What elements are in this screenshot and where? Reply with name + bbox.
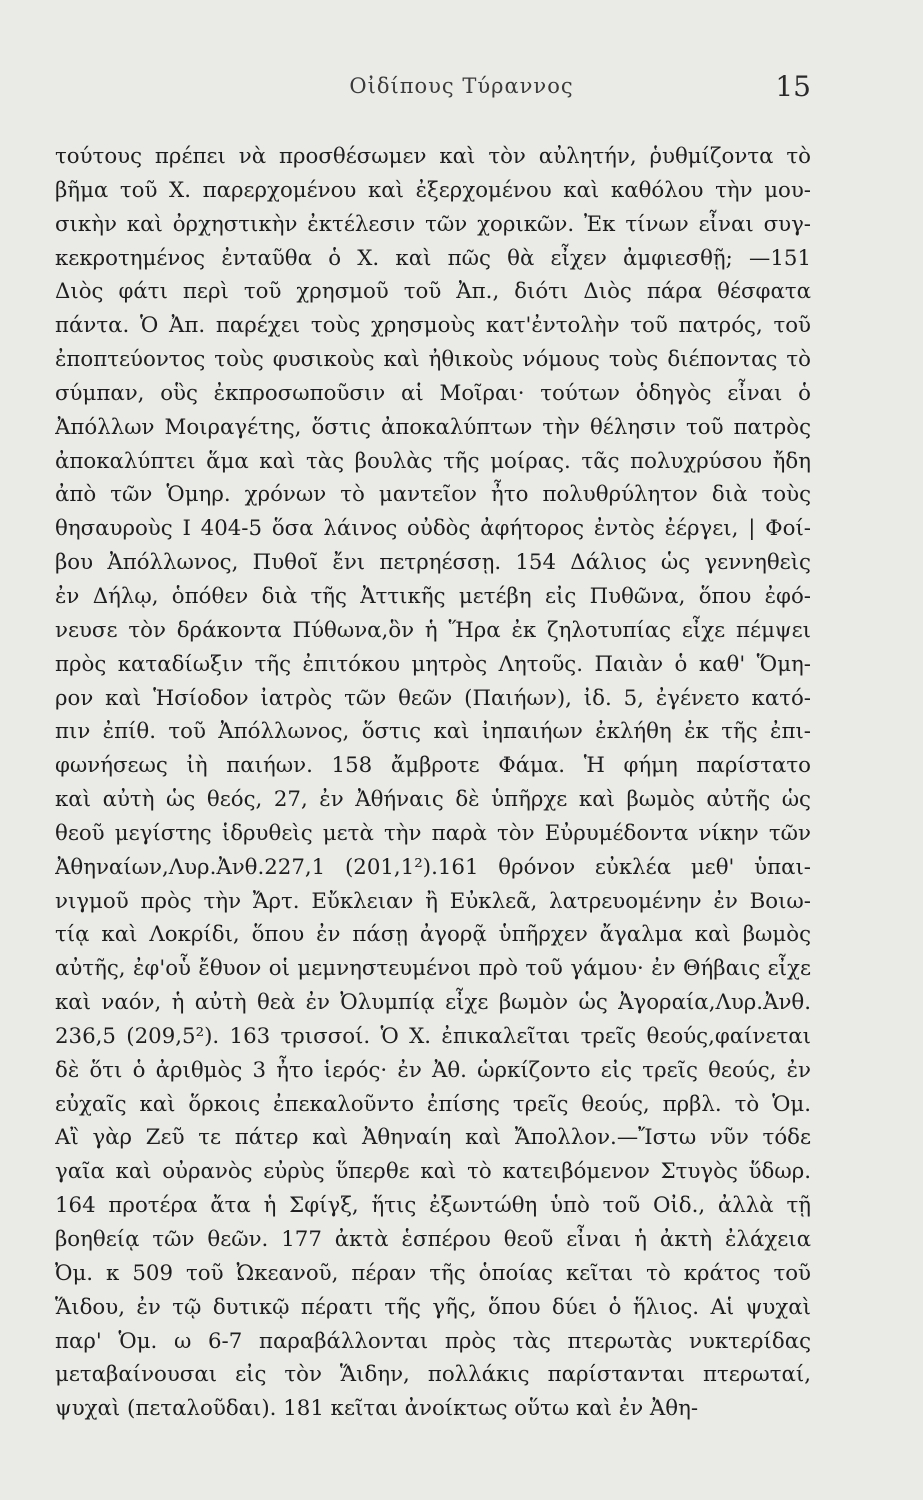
text-line: καὶ ναόν, ἡ αὐτὴ θεὰ ἐν Ὀλυμπίᾳ εἶχε βωμὸν ὡς Ἀγοραία,Λυρ.Ἀνθ. [55,990,811,1016]
text-line: πάντα. Ὁ Ἀπ. παρέχει τοὺς χρησμοὺς κατ'ἐντολὴν τοῦ πατρός, τοῦ [55,313,811,339]
text-line: εὐχαῖς καὶ ὅρκοις ἐπεκαλοῦντο ἐπίσης τρεῖς θεούς, πρβλ. τὸ Ὁμ. [55,1091,811,1117]
text-line: Ἀθηναίων,Λυρ.Ἀνθ.227,1 (201,1²).161 θρόνον εὐκλέα μεθ' ὑπαι- [55,854,811,880]
running-title: Οἰδίπους Τύραννος [349,74,574,98]
text-line: βῆμα τοῦ Χ. παρερχομένου καὶ ἐξερχομένου καὶ καθόλου τὴν μου- [55,177,811,203]
text-line: κεκροτημένος ἐνταῦθα ὁ Χ. καὶ πῶς θὰ εἶχεν ἀμφιεσθῇ; —151 [55,245,811,271]
text-line: Αἲ γὰρ Ζεῦ τε πάτερ καὶ Ἀθηναίη καὶ Ἄπολλον.—Ἴστω νῦν τόδε [55,1125,811,1151]
text-line: καὶ αὐτὴ ὡς θεός, 27, ἐν Ἀθήναις δὲ ὑπῆρχε καὶ βωμὸς αὐτῆς ὡς [55,787,811,813]
text-line: μεταβαίνουσαι εἰς τὸν Ἅιδην, πολλάκις παρίστανται πτερωταί, [55,1362,811,1388]
text-line: ρον καὶ Ἡσίοδον ἰατρὸς τῶν θεῶν (Παιήων), ἰδ. 5, ἐγένετο κατό- [55,685,811,711]
text-line: νιγμοῦ πρὸς τὴν Ἄρτ. Εὔκλειαν ἢ Εὐκλεᾶ, λατρευομένην ἐν Βοιω- [55,888,811,914]
text-line: Ὀμ. κ 509 τοῦ Ὠκεανοῦ, πέραν τῆς ὁποίας κεῖται τὸ κράτος τοῦ [55,1260,811,1286]
commentary-text [55,140,811,1426]
text-line: ἀποκαλύπτει ἅμα καὶ τὰς βουλὰς τῆς μοίρας. τᾶς πολυχρύσου ἤδη [55,448,811,474]
text-line: τούτους πρέπει νὰ προσθέσωμεν καὶ τὸν αὐλητήν, ῥυθμίζοντα τὸ [55,144,811,169]
text-line: θησαυροὺς Ι 404-5 ὅσα λάινος οὐδὸς ἀφήτορος ἐντὸς ἐέργει, | Φοί- [55,516,811,542]
text-line: σικὴν καὶ ὀρχηστικὴν ἐκτέλεσιν τῶν χορικῶν. Ἐκ τίνων εἶναι συγ- [55,211,811,237]
text-line: τίᾳ καὶ Λοκρίδι, ὅπου ἐν πάσῃ ἀγορᾷ ὑπῆρχεν ἄγαλμα καὶ βωμὸς [55,922,811,948]
text-line: σύμπαν, οὓς ἐκπροσωποῦσιν αἱ Μοῖραι· τούτων ὁδηγὸς εἶναι ὁ [55,380,811,406]
text-line: δὲ ὅτι ὁ ἀριθμὸς 3 ἦτο ἱερός· ἐν Ἀθ. ὡρκίζοντο εἰς τρεῖς θεούς, ἐν [55,1057,811,1083]
text-line: παρ' Ὁμ. ω 6-7 παραβάλλονται πρὸς τὰς πτερωτὰς νυκτερίδας [55,1328,811,1354]
text-line: πιν ἐπίθ. τοῦ Ἀπόλλωνος, ὅστις καὶ ἰηπαιήων ἐκλήθη ἐκ τῆς ἐπι- [55,719,811,745]
text-line: Ἀπόλλων Μοιραγέτης, ὅστις ἀποκαλύπτων τὴν θέλησιν τοῦ πατρὸς [55,414,811,440]
text-line: ἐν Δήλῳ, ὁπόθεν διὰ τῆς Ἀττικῆς μετέβη εἰς Πυθῶνα, ὅπου ἐφό- [55,583,811,609]
text-line: ἀπὸ τῶν Ὁμηρ. χρόνων τὸ μαντεῖον ἦτο πολυθρύλητον διὰ τοὺς [55,482,811,508]
text-line: βοηθείᾳ τῶν θεῶν. 177 ἀκτὰ ἑσπέρου θεοῦ εἶναι ἡ ἀκτὴ ἐλάχεια [55,1227,811,1252]
text-line: 164 προτέρα ἄτα ἡ Σφίγξ, ἥτις ἐξωντώθη ὑπὸ τοῦ Οἰδ., ἀλλὰ τῇ [55,1193,811,1219]
page-header [0,70,923,114]
text-line: νευσε τὸν δράκοντα Πύθωνα,ὃν ἡ Ἥρα ἐκ ζηλοτυπίας εἶχε πέμψει [55,617,811,643]
text-line: θεοῦ μεγίστης ἱδρυθεὶς μετὰ τὴν παρὰ τὸν Εὐρυμέδοντα νίκην τῶν [55,820,811,846]
page-number: 15 [775,70,811,103]
text-line: φωνήσεως ἰὴ παιήων. 158 ἄμβροτε Φάμα. Ἡ φήμη παρίστατο [55,753,811,779]
text-line: αὐτῆς, ἐφ'οὗ ἔθυον οἱ μεμνηστευμένοι πρὸ τοῦ γάμου· ἐν Θήβαις εἶχε [55,956,811,982]
text-line: ψυχαὶ (πεταλοῦδαι). 181 κεῖται ἀνοίκτως οὕτω καὶ ἐν Ἀθη- [55,1396,699,1422]
text-line: πρὸς καταδίωξιν τῆς ἐπιτόκου μητρὸς Λητοῦς. Παιὰν ὁ καθ' Ὅμη- [55,651,811,677]
text-line: βου Ἀπόλλωνος, Πυθοῖ ἔνι πετρηέσσῃ. 154 Δάλιος ὡς γεννηθεὶς [55,550,811,576]
text-line: γαῖα καὶ οὐρανὸς εὐρὺς ὕπερθε καὶ τὸ κατειβόμενον Στυγὸς ὕδωρ. [55,1159,811,1185]
text-line: Διὸς φάτι περὶ τοῦ χρησμοῦ τοῦ Ἀπ., διότι Διὸς πάρα θέσφατα [55,279,811,305]
text-line: ἐποπτεύοντος τοὺς φυσικοὺς καὶ ἠθικοὺς νόμους τοὺς διέποντας τὸ [55,347,811,373]
text-line: Ἅιδου, ἐν τῷ δυτικῷ πέρατι τῆς γῆς, ὅπου δύει ὁ ἥλιος. Αἱ ψυχαὶ [55,1294,811,1320]
text-line: 236,5 (209,5²). 163 τρισσοί. Ὁ Χ. ἐπικαλεῖται τρεῖς θεούς,φαίνεται [55,1023,811,1049]
